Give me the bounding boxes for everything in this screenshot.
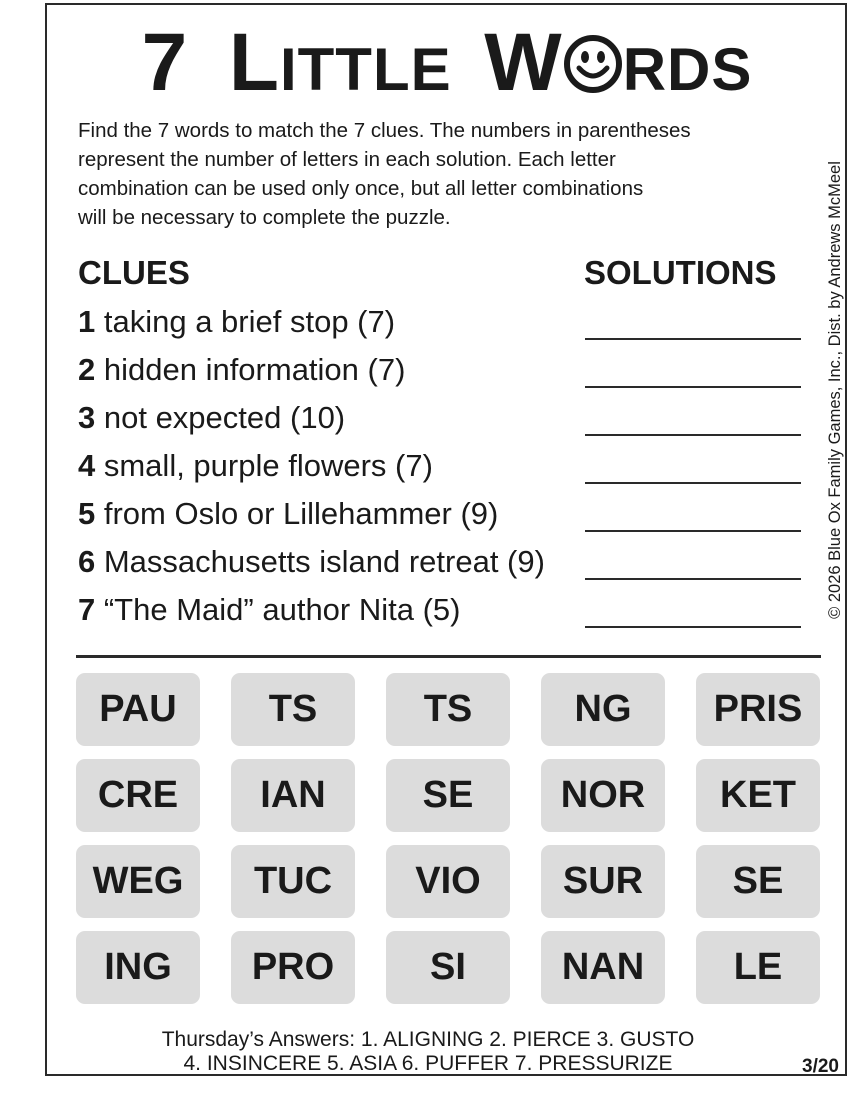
previous-answers-line-2: 4. INSINCERE 5. ASIA 6. PUFFER 7. PRESSURIZE [183, 1052, 673, 1075]
solution-blank-2[interactable] [585, 386, 801, 388]
clue-1 [78, 304, 395, 340]
letter-tile[interactable]: PRIS [696, 673, 820, 746]
letter-tile[interactable]: NAN [541, 931, 665, 1004]
clue-number: 3 [78, 400, 96, 435]
letter-tile[interactable]: SUR [541, 845, 665, 918]
letter-tile[interactable]: NOR [541, 759, 665, 832]
clue-text: hidden information (7) [95, 352, 406, 387]
title-w: W [484, 17, 563, 108]
title-l: L [228, 17, 280, 108]
letter-tile[interactable]: SI [386, 931, 510, 1004]
letter-tile[interactable]: PRO [231, 931, 355, 1004]
solutions-header: SOLUTIONS [584, 254, 777, 291]
solution-blank-4[interactable] [585, 482, 801, 484]
clue-text: taking a brief stop (7) [95, 304, 396, 339]
solution-blank-5[interactable] [585, 530, 801, 532]
title-seven: 7 [141, 17, 189, 108]
letter-tile[interactable]: TS [386, 673, 510, 746]
clue-number: 6 [78, 544, 96, 579]
solution-blank-3[interactable] [585, 434, 801, 436]
title-rds: RDS [622, 36, 753, 103]
solution-blank-1[interactable] [585, 338, 801, 340]
instructions-line: Find the 7 words to match the 7 clues. The numbers in parentheses [78, 119, 691, 142]
clue-4 [78, 448, 433, 484]
puzzle-title [48, 18, 846, 115]
letter-tile[interactable]: SE [696, 845, 820, 918]
clue-text: from Oslo or Lillehammer (9) [95, 496, 499, 531]
clue-text: “The Maid” author Nita (5) [95, 592, 461, 627]
clue-6 [78, 544, 545, 580]
clue-number: 2 [78, 352, 96, 387]
letter-tile[interactable]: KET [696, 759, 820, 832]
clue-text: small, purple flowers (7) [95, 448, 433, 483]
instructions-line: combination can be used only once, but all letter combinations [78, 177, 644, 200]
letter-tile[interactable]: TUC [231, 845, 355, 918]
instructions [78, 116, 823, 232]
title-ittle: ITTLE [279, 36, 452, 103]
clue-number: 5 [78, 496, 96, 531]
clue-text: not expected (10) [95, 400, 346, 435]
letter-tile[interactable]: LE [696, 931, 820, 1004]
smiley-face-icon [563, 34, 623, 94]
solution-blank-6[interactable] [585, 578, 801, 580]
instructions-line: will be necessary to complete the puzzle. [78, 206, 451, 229]
clues-header: CLUES [78, 254, 190, 291]
solution-blank-7[interactable] [585, 626, 801, 628]
puzzle-date: 3/20 [802, 1056, 839, 1077]
clue-text: Massachusetts island retreat (9) [95, 544, 545, 579]
previous-answers-line-1: Thursday’s Answers: 1. ALIGNING 2. PIERCE 3. GUSTO [161, 1028, 695, 1051]
letter-tile[interactable]: VIO [386, 845, 510, 918]
letter-tile[interactable]: CRE [76, 759, 200, 832]
section-divider [76, 655, 821, 658]
letter-tile[interactable]: WEG [76, 845, 200, 918]
clue-3 [78, 400, 345, 436]
copyright-notice: © 2026 Blue Ox Family Games, Inc., Dist. by Andrews McMeel [826, 161, 844, 619]
letter-tile[interactable]: TS [231, 673, 355, 746]
letter-tile[interactable]: NG [541, 673, 665, 746]
clue-5 [78, 496, 498, 532]
letter-tile[interactable]: SE [386, 759, 510, 832]
letter-tile[interactable]: IAN [231, 759, 355, 832]
clue-number: 7 [78, 592, 96, 627]
clue-2 [78, 352, 405, 388]
letter-tile[interactable]: ING [76, 931, 200, 1004]
letter-tile[interactable]: PAU [76, 673, 200, 746]
clue-7 [78, 592, 460, 628]
clue-number: 4 [78, 448, 96, 483]
instructions-line: represent the number of letters in each solution. Each letter [78, 148, 616, 171]
clue-number: 1 [78, 304, 96, 339]
